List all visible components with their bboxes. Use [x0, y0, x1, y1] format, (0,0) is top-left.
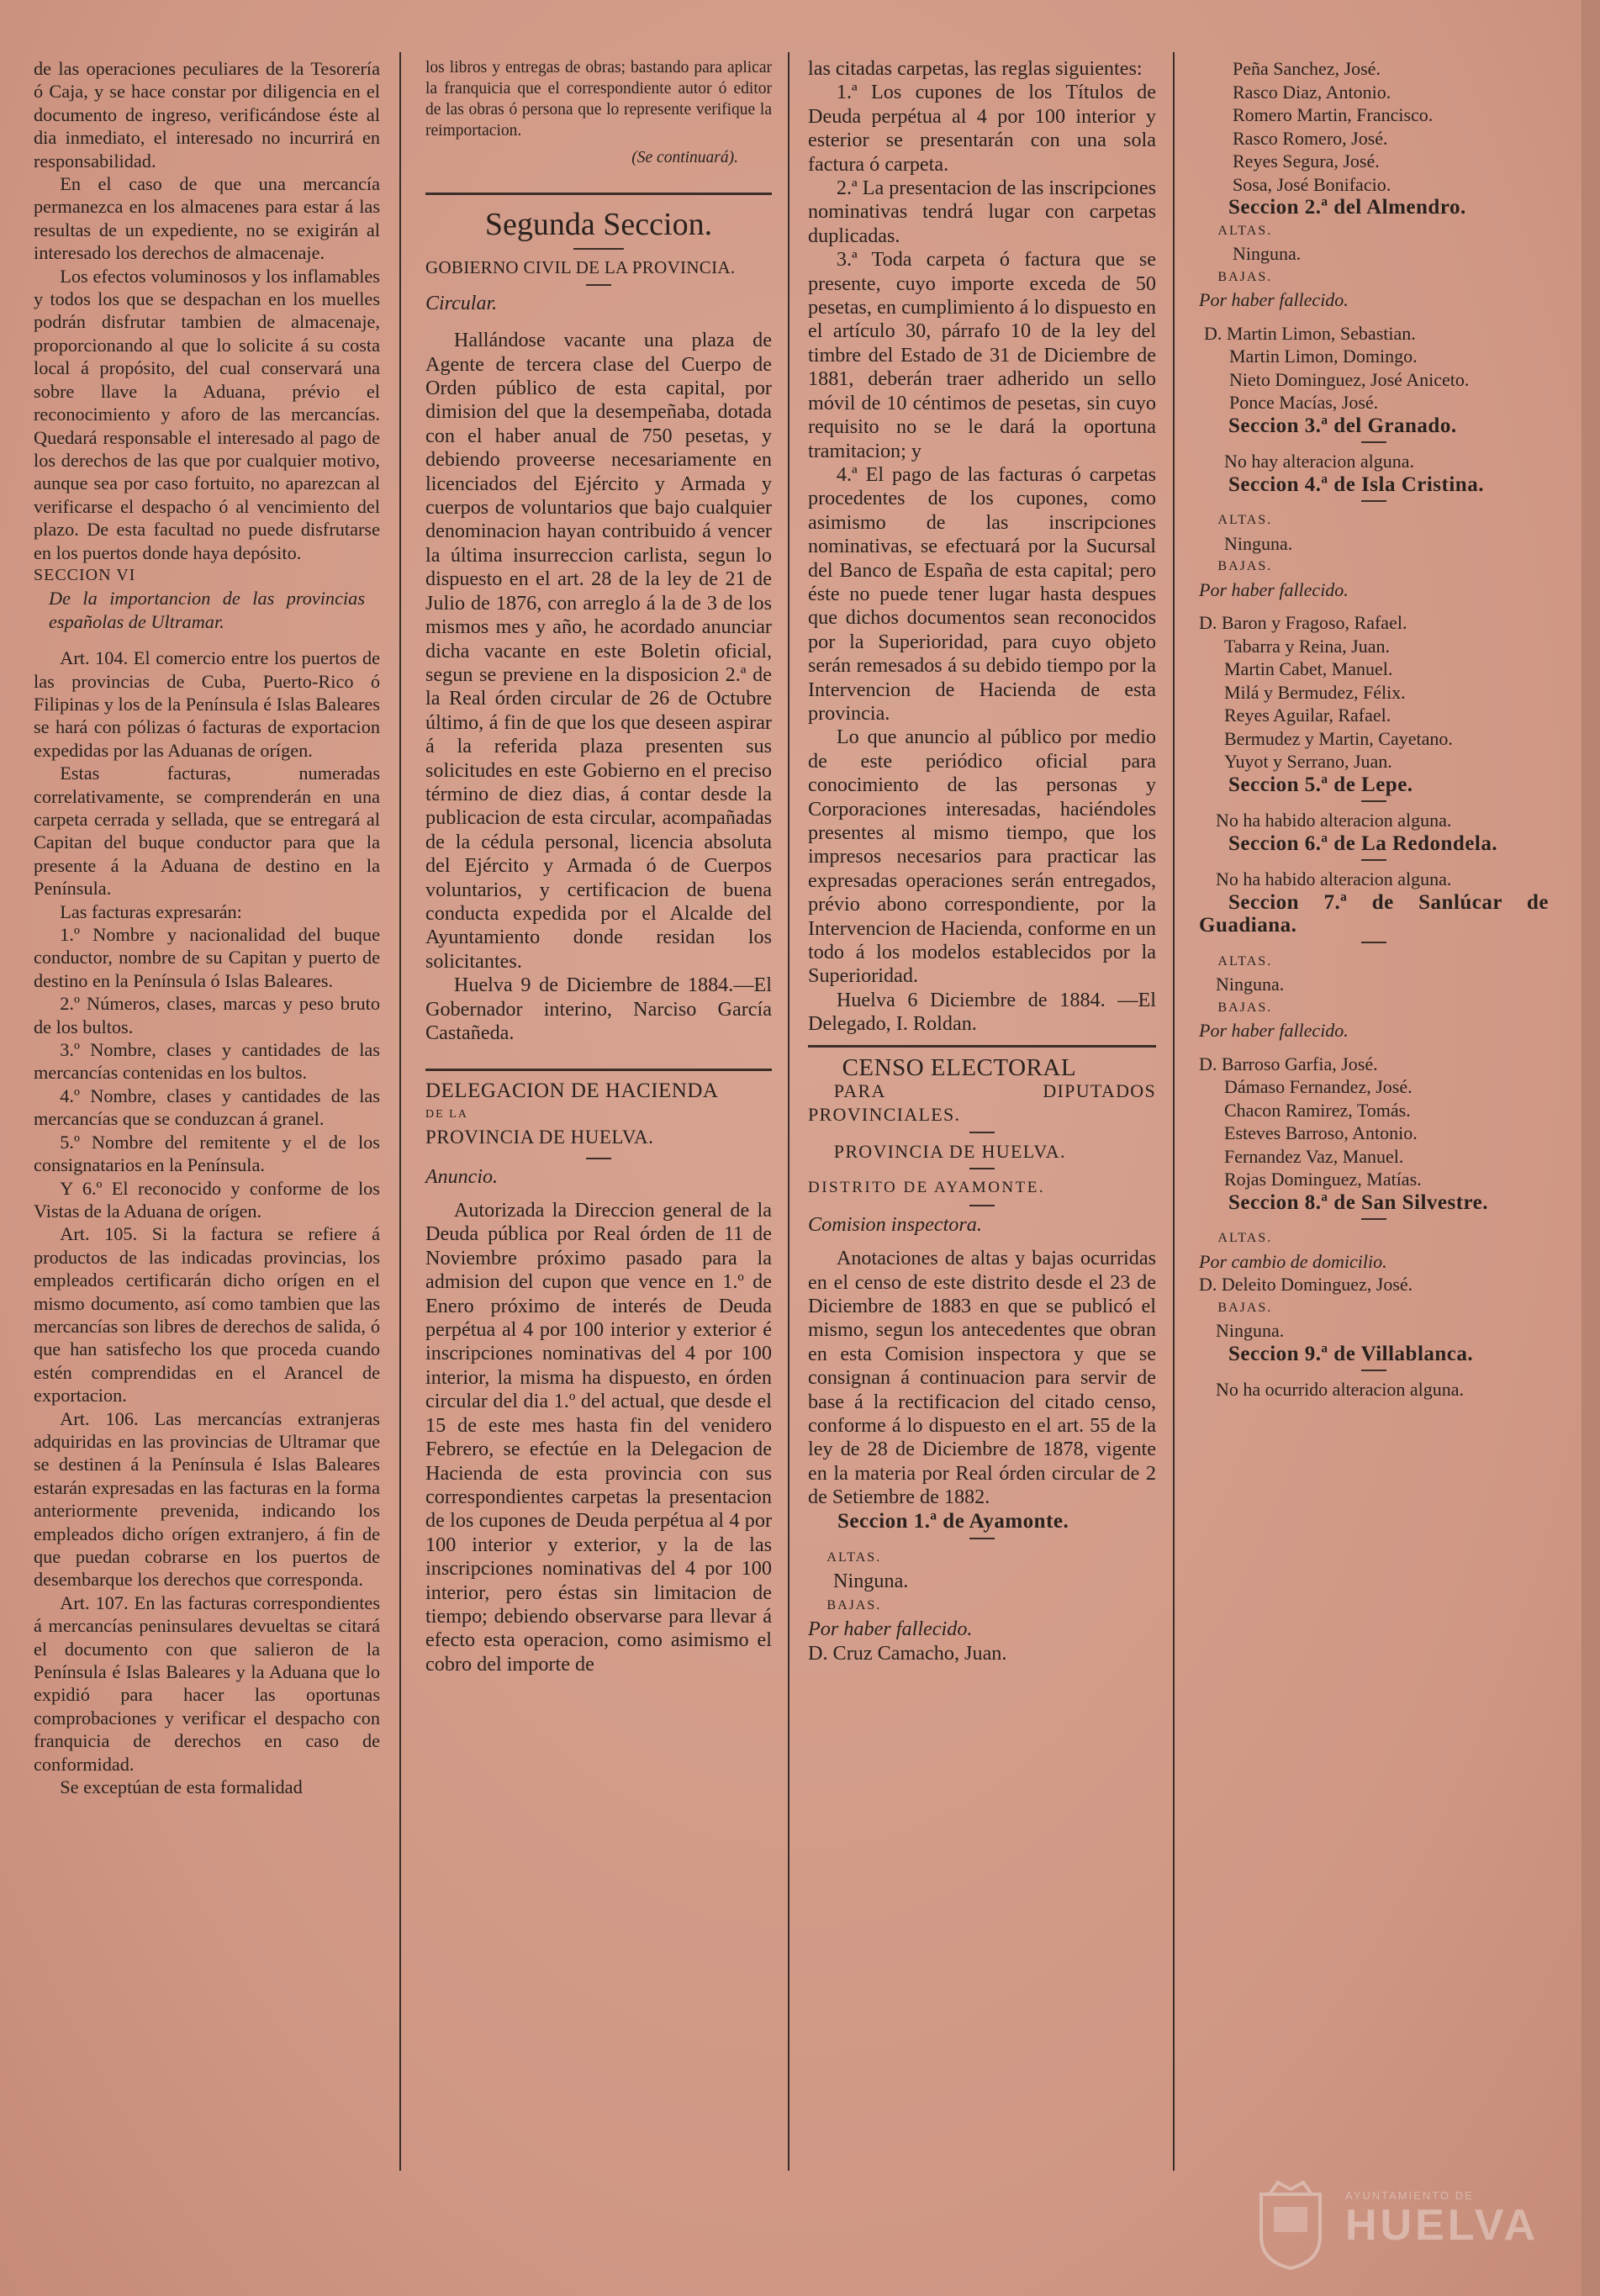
subheading: Por cambio de domicilio.	[1199, 1250, 1387, 1272]
divider	[1361, 441, 1386, 443]
subheading: Comision inspectora.	[808, 1212, 982, 1236]
label: ALTAS.	[1217, 953, 1273, 969]
column-rule-3	[1173, 52, 1175, 2171]
heading: CENSO ELECTORAL	[842, 1053, 1077, 1081]
entry: Ninguna.	[1233, 243, 1302, 264]
anuncio-body	[425, 1199, 772, 1676]
paragraph: En el caso de que una mercancía permanezca en los almacenes para estar á las resultas de un expediente, no se exigirán al interesado los derechos de almacenaje.	[34, 173, 380, 264]
paragraph: 3.º Nombre, clases y cantidades de las mercancías contenidas en los bultos.	[34, 1039, 380, 1084]
paragraph: Los efectos voluminosos y los inflamables y todos los que se despachan en los muelles podrán disfrutar tambien de almacenaje, proporcionando al que lo solicite á su costa local á propósito, del cual conservará una sobre llave la Aduana, prévio el reconocimiento y aforo de las mercancías. Quedará responsable el interesado al pago de los derechos de las que por cualquier motivo, aunque sea por caso fortuito, no aparezcan al verificarse el despacho ó al vencimiento del plazo. De esta facultad no puede disfrutarse en los puertos donde haya depósito.	[34, 265, 380, 563]
subheading: Por haber fallecido.	[1199, 1020, 1349, 1041]
column-1	[34, 57, 380, 1798]
anotaciones	[808, 1247, 1156, 1509]
list-item: Tabarra y Reina, Juan.	[1224, 635, 1390, 657]
divider	[1361, 800, 1386, 802]
paragraph: Anotaciones de altas y bajas ocurridas en el censo de este distrito desde el 23 de Diciembre de 1883 en que se publicó el mismo, segun los antecedentes que obran en esta Comision inspectora y que se consignan á continuacion para servir de base á la rectificacion del citado censo, conforme á lo dispuesto en el art. 55 de la ley de 28 de Diciembre de 1878, vigente en la materia por Real órden circular de 2 de Setiembre de 1882.	[808, 1247, 1156, 1509]
list-item: Nieto Dominguez, José Aniceto.	[1229, 368, 1470, 390]
entry: Ninguna.	[833, 1570, 909, 1593]
list-item: Dámaso Fernandez, José.	[1224, 1076, 1413, 1097]
list-item: Fernandez Vaz, Manuel.	[1224, 1145, 1404, 1167]
watermark-small-text: AYUNTAMIENTO DE	[1345, 2189, 1474, 2202]
divider	[1361, 1370, 1386, 1371]
name-list	[1199, 1053, 1549, 1191]
list-item: Rojas Dominguez, Matías.	[1224, 1169, 1422, 1190]
list-item: Bermudez y Martin, Cayetano.	[1224, 727, 1453, 749]
list-item: Chacon Ramirez, Tomás.	[1224, 1099, 1411, 1121]
subheading: Por haber fallecido.	[1199, 289, 1349, 310]
list-item: Martin Cabet, Manuel.	[1224, 658, 1393, 679]
continued-note: (Se continuará).	[631, 149, 738, 166]
heading: DELEGACION DE HACIENDA	[425, 1079, 719, 1103]
circular-body	[425, 329, 772, 1045]
column-rule-1	[399, 52, 401, 2171]
section-heading: Seccion 6.ª de La Redondela.	[1228, 831, 1498, 855]
divider	[573, 248, 624, 250]
list-item: D. Barroso Garfia, José.	[1199, 1053, 1378, 1074]
divider	[969, 1538, 995, 1539]
list-item: Rasco Diaz, Antonio.	[1233, 81, 1391, 103]
paragraph: las citadas carpetas, las reglas siguientes:	[808, 57, 1143, 80]
list-item: Sosa, José Bonifacio.	[1233, 173, 1391, 195]
paragraph: 5.º Nombre del remitente y el de los consignatarios en la Península.	[34, 1131, 380, 1176]
paragraph: 2.ª La presentacion de las inscripciones nominativas tendrá lugar con carpetas duplicadas.	[808, 177, 1156, 247]
subheading: Por haber fallecido.	[808, 1618, 973, 1641]
paragraph: Hallándose vacante una plaza de Agente de tercera clase del Cuerpo de Orden público de esta capital, por dimision del que la desempeñaba, dotada con el haber anual de 750 pesetas, y debiendo proveerse necesariamente en licenciados del Ejército y Armada y cuerpos de voluntarios que bajo cualquier denominacion hayan contribuido á vencer la última insurreccion carlista, segun lo dispuesto en el art. 28 de la ley de 21 de Julio de 1876, con arreglo á la de 3 de los mismos mes y año, he acordado anunciar dicha vacante en este Boletin oficial, segun se previene en la disposicion 2.ª de la Real órden circular de 26 de Octubre último, á fin de que los que deseen aspirar á la referida plaza presenten sus solicitudes en este Gobierno en el preciso término de diez dias, á contar desde la publicacion de esta circular, acompañadas de la cédula personal, licencia absoluta del Ejército y Armada ó de Cuerpos voluntarios, y certificacion de buena conducta expedida por el Alcalde del Ayuntamiento donde residan los solicitantes.	[425, 329, 772, 973]
paragraph: 2.º Números, clases, marcas y peso bruto de los bultos.	[34, 993, 380, 1037]
archive-watermark	[1253, 2177, 1572, 2270]
label: ALTAS.	[1217, 1231, 1273, 1245]
entry: No ha habido alteracion alguna.	[1216, 868, 1452, 889]
divider	[969, 1205, 995, 1206]
label: ALTAS.	[1217, 513, 1273, 527]
list-item: Rasco Romero, José.	[1233, 127, 1388, 149]
column-2	[425, 57, 772, 1676]
list-item: Romero Martin, Francisco.	[1233, 104, 1434, 125]
paragraph: 1.ª Los cupones de los Títulos de Deuda perpétua al 4 por 100 interior y esterior se presentarán con una sola factura ó carpeta.	[808, 81, 1156, 176]
entry: D. Cruz Camacho, Juan.	[808, 1641, 1007, 1665]
label: ALTAS.	[1217, 223, 1273, 238]
entry: D. Deleito Dominguez, José.	[1199, 1274, 1413, 1295]
entry: No ha habido alteracion alguna.	[1216, 810, 1452, 831]
paragraph: Art. 107. En las facturas correspondientes á mercancías peninsulares devueltas se citará el documento con que salieron de la Península é Islas Baleares y la Aduana que lo expidió para hacer las oportunas comprobaciones y verificar el despacho con franquicia de derechos en caso de conformidad.	[34, 1591, 380, 1775]
divider	[586, 1158, 611, 1159]
column-rule-2	[788, 52, 789, 2171]
subheading: Circular.	[425, 292, 498, 314]
paragraph: Huelva 6 Diciembre de 1884. —El Delegado, I. Roldan.	[808, 988, 1156, 1036]
city-crest-icon	[1253, 2177, 1328, 2270]
section-heading: Seccion 5.ª de Lepe.	[1228, 773, 1413, 796]
divider	[1361, 1218, 1386, 1220]
divider	[1361, 500, 1386, 502]
name-list	[1199, 611, 1549, 773]
divider	[808, 1045, 1156, 1048]
list-item: Yuyot y Serrano, Juan.	[1224, 751, 1392, 772]
paragraph: 1.º Nombre y nacionalidad del buque conductor, nombre de su Capitan y puerto de destino en la Península ó Islas Baleares.	[34, 924, 380, 991]
heading: PROVINCIA DE HUELVA.	[425, 1127, 654, 1148]
heading: PARA DIPUTADOS PROVINCIALES.	[808, 1080, 1156, 1126]
label: BAJAS.	[1217, 1000, 1273, 1015]
watermark-big-text: HUELVA	[1345, 2201, 1539, 2250]
divider	[1361, 859, 1386, 861]
paragraph: Estas facturas, numeradas correlativamente, se comprenderán en una carpeta cerrada y sellada, que se entregará al Capitan del buque conductor para que la presente á la Aduana de destino en la Península.	[34, 763, 380, 900]
section-heading: Segunda Seccion.	[484, 207, 713, 243]
subheading: Anuncio.	[425, 1165, 498, 1188]
label: BAJAS.	[1217, 559, 1273, 573]
paragraph: Y 6.º El reconocido y conforme de los Vistas de la Aduana de orígen.	[34, 1177, 380, 1222]
list-item: Reyes Aguilar, Rafael.	[1224, 705, 1391, 726]
paragraph: Art. 106. Las mercancías extranjeras adquiridas en las provincias de Ultramar que se destinen á la Península é Islas Baleares estarán expresadas en las facturas en la forma anteriormente prevenida, indicando los empleados dicho orígen extranjero, á fin de que puedan cobrarse en los puertos de desembarque los derechos que corresponda.	[34, 1407, 380, 1591]
list-item: D. Baron y Fragoso, Rafael.	[1199, 612, 1407, 633]
paragraph: de las operaciones peculiares de la Tesorería ó Caja, y se hace constar por diligencia en el documento de ingreso, verificándose éste al dia inmediato, el interesado no incurrirá en responsabilidad.	[34, 58, 380, 172]
name-list	[1233, 57, 1549, 196]
subheading: Por haber fallecido.	[1199, 578, 1349, 600]
divider	[425, 193, 772, 195]
section-heading: Seccion 4.ª de Isla Cristina.	[1228, 472, 1484, 496]
label: ALTAS.	[826, 1549, 882, 1565]
list-item: Esteves Barroso, Antonio.	[1224, 1122, 1418, 1143]
list-item: Martin Limon, Domingo.	[1229, 346, 1418, 367]
entry: Ninguna.	[1224, 532, 1293, 554]
list-item: Peña Sanchez, José.	[1233, 58, 1381, 79]
entry: No ha ocurrido alteracion alguna.	[1216, 1379, 1465, 1400]
section-heading: Seccion 8.ª de San Silvestre.	[1228, 1190, 1489, 1214]
section-heading: Seccion 3.ª del Granado.	[1228, 414, 1457, 437]
divider	[425, 1069, 772, 1071]
list-item: Milá y Bermudez, Félix.	[1224, 681, 1406, 703]
list-item: Reyes Segura, José.	[1233, 150, 1380, 172]
paragraph: Lo que anuncio al público por medio de este periódico oficial para conocimiento de las personas y Corporaciones interesadas, haciéndoles presentes al mismo tiempo, que los impresos necesarios para practicar las expresadas operaciones serán entregados, prévio abono correspondiente, por la Intervencion de Hacienda, conforme en un todo á los modelos establecidos por la Superioridad.	[808, 726, 1156, 988]
label: BAJAS.	[1217, 1300, 1273, 1315]
heading: PROVINCIA DE HUELVA.	[833, 1140, 1066, 1162]
section-subtitle: De la importancion de las provincias españolas de Ultramar.	[49, 588, 365, 632]
paragraph: Autorizada la Direccion general de la Deuda pública por Real órden de 11 de Noviembre próximo pasado para la admision del cupon que vence en 1.º de Enero próximo de interés de Deuda perpétua al 4 por 100 interior y exterior é inscripciones nominativas del 4 por 100 interior, la misma ha dispuesto, en órden circular del dia 1.º del actual, que desde el 15 de este mes hasta fin del venidero Febrero, se efectúe en la Delegacion de Hacienda de esta provincia con sus correspondientes carpetas la presentacion de los cupones de Deuda perpétua al 4 por 100 interior y exterior, y la de las inscripciones nominativas del 4 por 100 interior, pero éstas sin limitacion de tiempo; debiendo observarse para llevar á efecto esta operacion, como asimismo el cobro del importe de	[425, 1199, 772, 1676]
paragraph: Se exceptúan de esta formalidad	[60, 1776, 303, 1798]
paragraph: Las facturas expresarán:	[60, 900, 242, 922]
paragraph: Huelva 9 de Diciembre de 1884.—El Gobernador interino, Narciso García Castañeda.	[425, 974, 772, 1044]
articles	[34, 647, 380, 1798]
list-item: D. Martin Limon, Sebastian.	[1204, 322, 1416, 344]
section-heading: Seccion 2.ª del Almendro.	[1228, 196, 1466, 219]
section-heading: Seccion 1.ª de Ayamonte.	[837, 1509, 1069, 1533]
divider	[586, 284, 611, 286]
divider	[1361, 942, 1386, 943]
paragraph: los libros y entregas de obras; bastando para aplicar la franquicia que el correspondiente autor ó editor de las obras ó persona que lo represente verifique la reimportacion.	[425, 59, 772, 140]
subheading: GOBIERNO CIVIL DE LA PROVINCIA.	[425, 257, 736, 278]
section-heading: Seccion 9.ª de Villablanca.	[1228, 1342, 1474, 1365]
column-3	[808, 57, 1156, 1665]
section-title: SECCION VI	[34, 565, 136, 584]
paragraph: Art. 105. Si la factura se refiere á productos de las indicadas provincias, los empleados certificarán dicho orígen en el mismo documento, así como tambien que las mercancías son libres de derechos de salida, ó que han satisfecho los que proceda cuando estén comprendidas en el Arancel de exportacion.	[34, 1223, 380, 1407]
name-list	[1204, 322, 1549, 414]
entry: Ninguna.	[1216, 974, 1285, 995]
divider	[969, 1168, 995, 1169]
column-4	[1199, 57, 1549, 1401]
label: BAJAS.	[1217, 269, 1273, 284]
entry: Ninguna.	[1216, 1320, 1285, 1341]
entry: No hay alteracion alguna.	[1224, 451, 1415, 472]
label: BAJAS.	[826, 1597, 882, 1612]
page-edge	[1582, 0, 1600, 2296]
divider	[969, 1132, 995, 1133]
paragraph: 3.ª Toda carpeta ó factura que se presente, cuyo importe exceda de 50 pesetas, en cumplimiento á lo dispuesto en el artículo 30, párrafo 10 de la ley del timbre del Estado de 31 de Diciembre de 1881, deberán traer adherido un sello móvil de 10 céntimos de pesetas, sin cuyo requisito no se le dará la oportuna tramitacion; y	[808, 248, 1156, 462]
section-heading: Seccion 7.ª de Sanlúcar de Guadiana.	[1199, 890, 1549, 937]
paragraph: 4.ª El pago de las facturas ó carpetas procedentes de los cupones, como asimismo de las inscripciones nominativas, se efectuará por la Sucursal del Banco de España de esta capital; pero éste no puede tener lugar hasta despues que dichos documentos sean reconocidos por la Superioridad, para cuyo objeto serán remesados á su debido tiempo por la Intervencion de Hacienda de esta provincia.	[808, 462, 1156, 725]
paragraph: Art. 104. El comercio entre los puertos de las provincias de Cuba, Puerto-Rico ó Filipinas y los de la Península é Islas Baleares se hará con pólizas ó facturas de exportacion expedidas por las Aduanas de orígen.	[34, 647, 380, 761]
list-item: Ponce Macías, José.	[1229, 392, 1379, 413]
heading: DISTRITO DE AYAMONTE.	[808, 1179, 1046, 1197]
heading: DE LA	[425, 1107, 468, 1121]
paragraph: 4.º Nombre, clases y cantidades de las mercancías que se conduzcan á granel.	[34, 1085, 380, 1130]
